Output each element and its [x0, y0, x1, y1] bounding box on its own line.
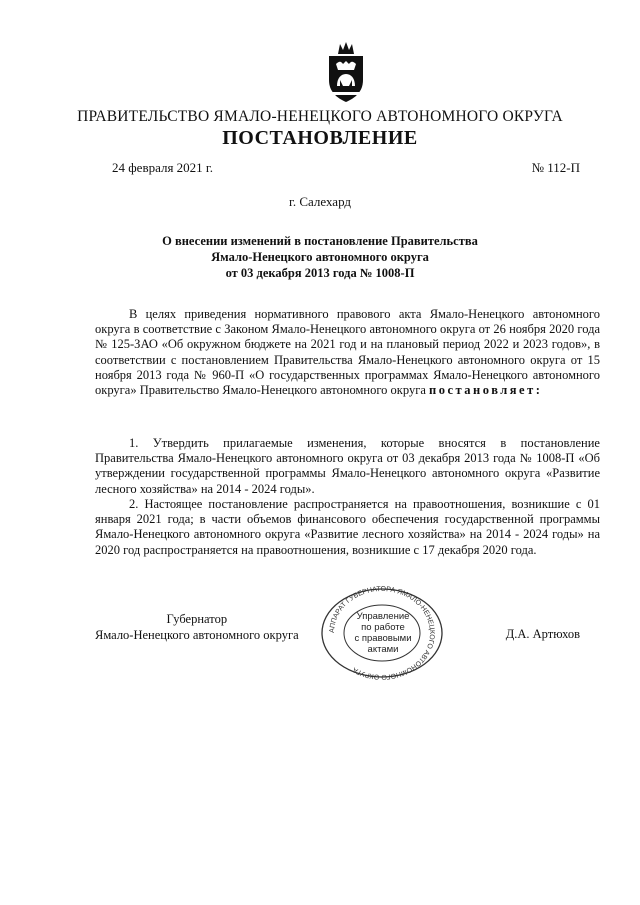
document-number: № 112-П — [531, 160, 580, 175]
stamp-line-4: актами — [367, 644, 399, 655]
preamble-paragraph — [95, 307, 600, 398]
stamp-ring-text: АППАРАТ ГУБЕРНАТОРА ЯМАЛО-НЕНЕЦКОГО АВТОНОМНОГО ОКРУГА — [328, 586, 436, 680]
signatory-name: Д.А. Артюхов — [505, 627, 580, 641]
document-date: 24 февраля 2021 г. — [112, 160, 214, 175]
city: г. Салехард — [288, 194, 352, 209]
stamp-line-2: по работе — [361, 622, 405, 633]
stamp-line-3: с правовыми — [354, 633, 412, 644]
title-line-3: от 03 декабря 2013 года № 1008-П — [225, 266, 415, 280]
position-line-2: Ямало-Ненецкого автономного округа — [95, 628, 299, 642]
document-type: ПОСТАНОВЛЕНИЕ — [222, 127, 418, 149]
item-1-paragraph: 1. Утвердить прилагаемые изменения, которые вносятся в постановление Правительства Ямало-Ненецкого автономного округа от 03 декабря 2013 года № 1008-П «Об утверждении государственной программы Ямало-Ненецкого автономного округа «Развитие лесного хозяйства» на 2014 - 2024 годы». — [95, 436, 600, 496]
stamp-inner-text — [352, 611, 414, 655]
coat-of-arms-emblem — [325, 40, 367, 104]
position-line-1: Губернатор — [166, 612, 228, 626]
preamble-text: В целях приведения нормативного правового акта Ямало-Ненецкого автономного округа в соответствие с Законом Ямало-Ненецкого автономного округа от 26 ноября 2020 года № 125-ЗАО «Об окружном бюджете на 2021 год и на плановый период 2022 и 2023 годов», в соответствии с постановлением Правительства Ямало-Ненецкого автономного округа от 15 ноября 2013 года № 960-П «О государственных программах Ямало-Ненецкого автономного округа» Правительство Ямало-Ненецкого автономного округа — [95, 307, 600, 398]
decides-word: постановляет: — [429, 383, 543, 398]
stamp-line-1: Управление — [356, 611, 410, 622]
signatory-position — [95, 611, 299, 643]
government-name: ПРАВИТЕЛЬСТВО ЯМАЛО-НЕНЕЦКОГО АВТОНОМНОГО ОКРУГА — [77, 108, 563, 125]
title-line-2: Ямало-Ненецкого автономного округа — [211, 250, 429, 264]
item-2-paragraph: 2. Настоящее постановление распространяется на правоотношения, возникшие с 01 января 2021 года; в части объемов финансового обеспечения государственной программы Ямало-Ненецкого автономного округа «Развитие лесного хозяйства» на 2014 - 2024 годы» на 2020 год распространяется на правоотношения, возникшие с 17 декабря 2020 года. — [95, 497, 600, 557]
document-title — [0, 233, 640, 281]
title-line-1: О внесении изменений в постановление Правительства — [162, 234, 478, 248]
